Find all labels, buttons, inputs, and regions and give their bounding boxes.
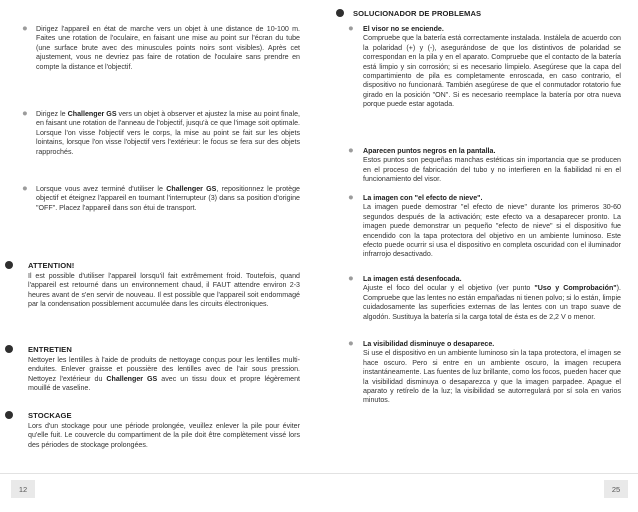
bullet-icon: ● — [348, 23, 354, 34]
bullet-icon: ● — [348, 145, 354, 156]
problem-heading: La imagen está desenfocada. — [363, 275, 462, 283]
section-bullet-icon — [5, 261, 13, 269]
entretien-body: Nettoyer les lentilles à l'aide de produits de nettoyage conçus pour les lentilles multi-enduites. Enlever graisse et poussière des lentilles avec de l'air sous pression. Nettoyez l'extérieur du Challenger GS avec un tissu doux et propre légèrement mouillé de vaseline. — [28, 356, 300, 393]
problem-body: Si use el dispositivo en un ambiente luminoso sin la tapa protectora, el imagen se hace oscuro. Pero si entre en un ambiente oscuro, la imagen recupera instantáneamente. Las fuentes de luz brillante, como los focos, pueden hacer que la visibilidad disminuya o desaparezca y que la imagen parpadee. Apague el aparato y retírelo de la luz; la visibilidad se autorregulará por sí sola en varios minutos. — [363, 349, 621, 405]
bullet-icon: ● — [348, 273, 354, 284]
problem-text: La imagen está desenfocada. Ajuste el foco del ocular y el objetivo (ver punto "Uso y Comprobación"). Compruebe que las lentes no están empañadas ni tienen polvo; si lo están, limpie cuidadosamente las superficies externas de las lentes con un trapo suave de algodón. Sustituya la batería si la carga total de ésta es de 2,2 V o menor. — [363, 275, 621, 321]
stockage-body: Lors d'un stockage pour une période prolongée, veuillez enlever la pile pour éviter qu'elle fuit. Le couvercle du compartiment de la pile doit être complètement vissé lors des périodes de stockage prolongées. — [28, 422, 300, 449]
bullet-text: Dirigez l'appareil en état de marche vers un objet à une distance de 10-100 m. Faites une rotation de l'oculaire, en faisant une mise au point sur l'écran du tube (une surface brute avec des minuscules points noirs sont visibles). Après cet ajustement, vous ne devriez pas faire de rotation de l'oculaire sans prendre en compte la distance et l'objectif. — [36, 25, 300, 71]
bullet-icon: ● — [348, 338, 354, 349]
page-number-left: 12 — [11, 480, 35, 498]
bullet-icon: ● — [22, 108, 28, 119]
problem-heading: La visibilidad disminuye o desaparece. — [363, 340, 495, 348]
attention-body: Il est possible d'utiliser l'appareil lorsqu'il fait extrêmement froid. Toutefois, quand l'appareil est retourné dans un environnement chaud, il FAUT attendre environ 2-3 heures avant de s'en servir de nouveau. Il est possible que l'appareil soit endommagé par la condensation possiblement accumulée dans les circuits électroniques. — [28, 272, 300, 309]
troubleshooting-title: SOLUCIONADOR DE PROBLEMAS — [353, 9, 482, 18]
brand-name: Challenger GS — [166, 185, 217, 193]
footer-divider — [0, 473, 638, 474]
page-number-right: 25 — [604, 480, 628, 498]
section-bullet-icon — [5, 411, 13, 419]
problem-heading: El visor no se enciende. — [363, 25, 444, 33]
problem-text — [363, 147, 621, 185]
brand-name: Challenger GS — [106, 374, 158, 383]
attention-title: ATTENTION! — [28, 261, 75, 270]
problem-text — [363, 194, 621, 260]
problem-text — [363, 340, 621, 406]
bullet-icon: ● — [22, 183, 28, 194]
section-reference: "Uso y Comprobación" — [534, 284, 617, 293]
bullet-text: Dirigez le Challenger GS vers un objet à observer et ajustez la mise au point finale, en faisant une rotation de l'anneau de l'objectif, jusqu'à ce que l'image soit optimale. Lorsque l'on visse l'objectif vers le corps, la mise au point se fait sur les objets lointains, lorsque l'on visse l'objectif vers l'extérieur: le focus se fera sur des objets rapprochés. — [36, 110, 300, 156]
entretien-title: ENTRETIEN — [28, 345, 72, 354]
section-bullet-icon — [336, 9, 344, 17]
problem-heading: Aparecen puntos negros en la pantalla. — [363, 147, 496, 155]
bullet-icon: ● — [22, 23, 28, 34]
section-bullet-icon — [5, 345, 13, 353]
problem-text — [363, 25, 621, 110]
stockage-title: STOCKAGE — [28, 411, 72, 420]
brand-name: Challenger GS — [67, 110, 117, 118]
problem-body: La imagen puede demostrar "el efecto de nieve" durante los primeros 30-60 segundos después de la activación; este efecto va a desaparecer pronto. La imagen puede demonstrar un pequeño "efecto de nieve" si el dispositivo fue encendido con la tapa protectora del objetivo en un ambiente luminoso. Este efecto puede ocurrir si usa el dispositivo en completa oscuridad con el iluminador infrarrojo desactivado. — [363, 203, 621, 259]
problem-body: Estos puntos son pequeñas manchas estéticas sin importancia que se producen en el proceso de fabricación del tubo y no interfieren en la fiabilidad ni en el funcionamiento del visor. — [363, 156, 621, 184]
bullet-icon: ● — [348, 192, 354, 203]
problem-body: Compruebe que la batería está correctamente instalada. Instálela de acuerdo con la polaridad (+) y (-), asegurándose de que los distintivos de polaridad se correspondan en la pila y en el aparato. Compruebe que el contacto de la batería está limpio y sin corrosión; si es necesario límpielo. Asegúrese que la capa del compartimiento de pila es completamente enroscada, en caso contrario, el dispositivo no funcionará. También asegúrese de que el conmutador rotatorio fue girado en la posición "ON". Si es necesario reemplace la batería por otra nueva porque puede estar agotada. — [363, 34, 621, 109]
bullet-text: Lorsque vous avez terminé d'utiliser le Challenger GS, repositionnez le protège objectif et éteignez l'appareil en tournant l'interrupteur (3) dans sa position d'origine "OFF". Placez l'appareil dans son étui de transport. — [36, 185, 300, 212]
problem-heading: La imagen con "el efecto de nieve". — [363, 194, 483, 202]
